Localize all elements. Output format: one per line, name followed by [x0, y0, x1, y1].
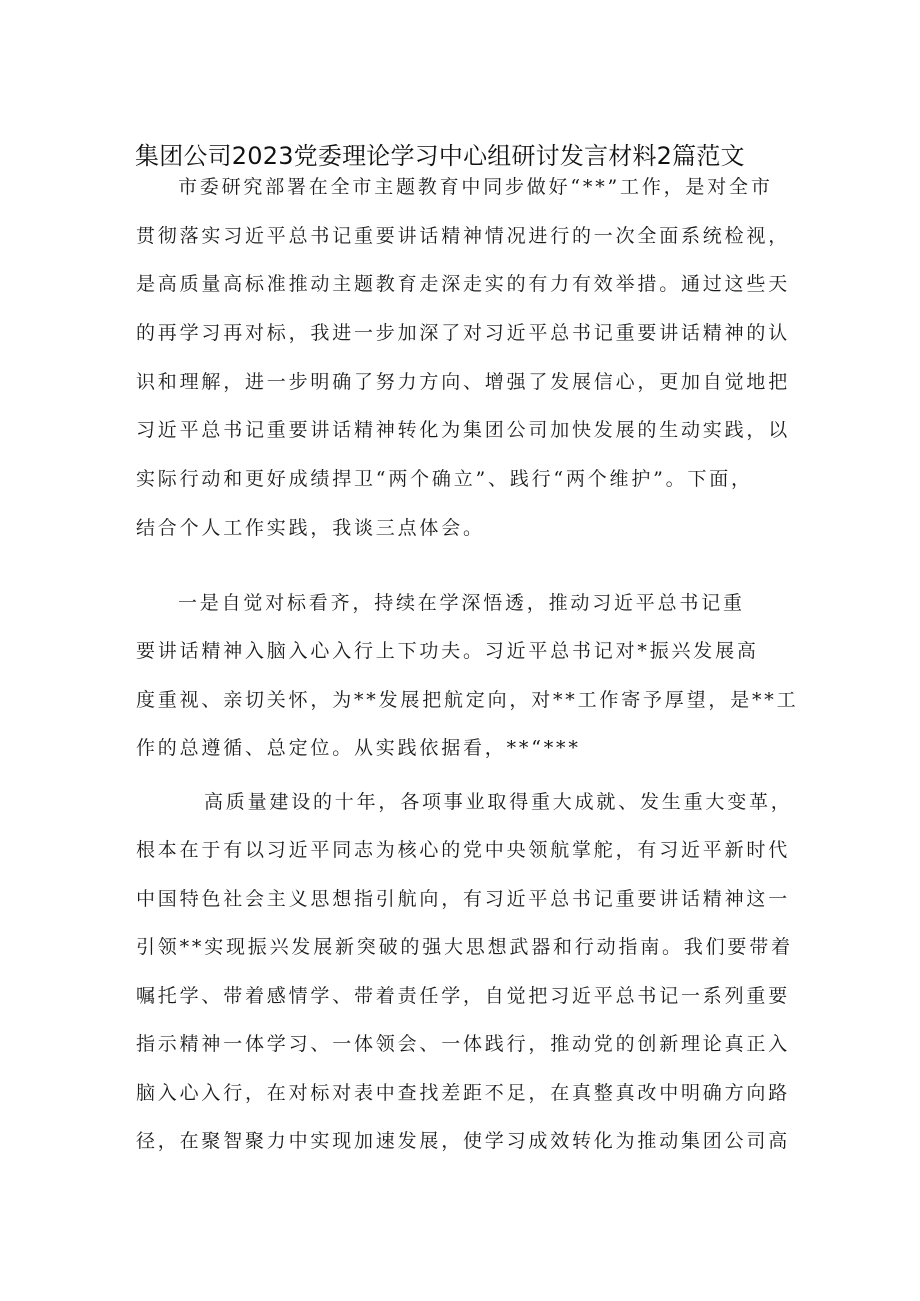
- paragraph-2-line-2: 要讲话精神入脑入心入行上下功夫。习近平总书记对*振兴发展高: [136, 640, 759, 662]
- paragraph-1-line-2: 贯彻落实习近平总书记重要讲话精神情况进行的一次全面系统检视，: [136, 225, 791, 247]
- paragraph-3-line-6: 指示精神一体学习、一体领会、一体践行，推动党的创新理论真正入: [136, 1033, 791, 1055]
- paragraph-3-line-8: 径，在聚智聚力中实现加速发展，使学习成效转化为推动集团公司高: [136, 1130, 791, 1152]
- paragraph-1-line-3: 是高质量高标准推动主题教育走深走实的有力有效举措。通过这些天: [136, 273, 791, 295]
- paragraph-1-line-7: 实际行动和更好成绩捍卫“两个确立”、践行“两个维护”。下面，: [136, 468, 753, 490]
- paragraph-1-line-6: 习近平总书记重要讲话精神转化为集团公司加快发展的生动实践，以: [136, 419, 791, 441]
- paragraph-2-line-4: 作的总遵循、总定位。从实践依据看，**“***: [136, 737, 581, 759]
- paragraph-1-line-8: 结合个人工作实践，我谈三点体会。: [136, 517, 485, 539]
- paragraph-1-line-1: 市委研究部署在全市主题教育中同步做好“**”工作，是对全市: [178, 176, 773, 198]
- paragraph-1-line-5: 识和理解，进一步明确了努力方向、增强了发展信心，更加自觉地把: [136, 371, 791, 393]
- paragraph-3-line-5: 嘱托学、带着感情学、带着责任学，自觉把习近平总书记一系列重要: [136, 985, 791, 1007]
- paragraph-3-line-7: 脑入心入行，在对标对表中查找差距不足，在真整真改中明确方向路: [136, 1082, 791, 1104]
- paragraph-3-line-3: 中国特色社会主义思想指引航向，有习近平总书记重要讲话精神这一: [136, 888, 791, 910]
- paragraph-2-line-3: 度重视、亲切关怀，为**发展把航定向，对**工作寄予厚望，是**工: [136, 689, 799, 711]
- paragraph-1-line-4: 的再学习再对标，我进一步加深了对习近平总书记重要讲话精神的认: [136, 322, 791, 344]
- paragraph-3-line-4: 引领**实现振兴发展新突破的强大思想武器和行动指南。我们要带着: [136, 936, 793, 958]
- paragraph-2-line-1: 一是自觉对标看齐，持续在学深悟透，推动习近平总书记重: [178, 592, 745, 614]
- paragraph-3-line-1: 高质量建设的十年，各项事业取得重大成就、发生重大变革，: [204, 791, 793, 813]
- paragraph-3-line-2: 根本在于有以习近平同志为核心的党中央领航掌舵，有习近平新时代: [136, 839, 791, 861]
- document-title: 集团公司2023党委理论学习中心组研讨发言材料2篇范文: [135, 142, 745, 170]
